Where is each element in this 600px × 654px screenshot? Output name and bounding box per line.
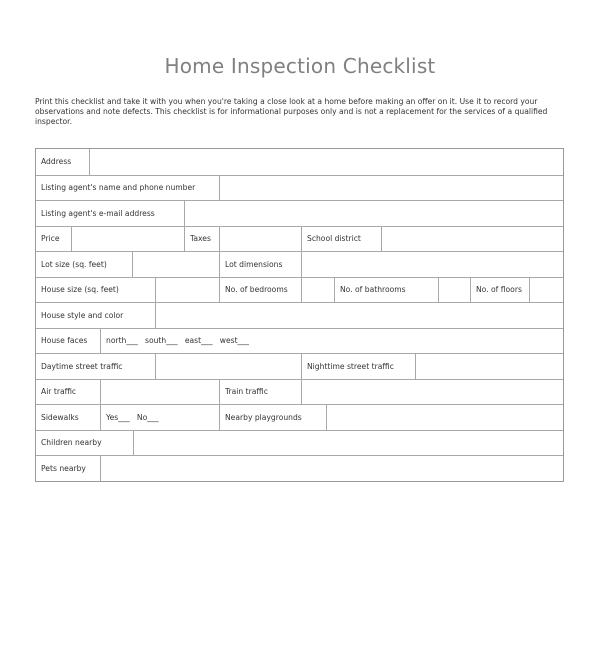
row-house-faces bbox=[36, 328, 563, 354]
row-house-style bbox=[36, 302, 563, 328]
label-train-traffic: Train traffic bbox=[219, 380, 301, 405]
label-bedrooms: No. of bedrooms bbox=[219, 278, 301, 303]
label-price: Price bbox=[41, 234, 60, 244]
row-children bbox=[36, 430, 563, 456]
row-pets bbox=[36, 455, 563, 481]
label-pets: Pets nearby bbox=[41, 463, 86, 473]
label-house-faces: House faces bbox=[41, 336, 88, 346]
label-sidewalks: Sidewalks bbox=[41, 412, 79, 422]
label-bathrooms: No. of bathrooms bbox=[334, 278, 438, 303]
label-nighttime-traffic: Nighttime street traffic bbox=[301, 354, 415, 379]
house-style-field[interactable] bbox=[155, 303, 563, 328]
label-agent-name: Listing agent's name and phone number bbox=[41, 183, 196, 193]
bathrooms-field[interactable] bbox=[438, 278, 470, 303]
agent-name-field[interactable] bbox=[219, 176, 563, 201]
lot-size-field[interactable] bbox=[132, 252, 219, 277]
sidewalks-options[interactable]: Yes___ No___ bbox=[100, 405, 219, 430]
checklist-table bbox=[35, 148, 564, 482]
row-street-traffic bbox=[36, 353, 563, 379]
children-field[interactable] bbox=[133, 431, 563, 456]
label-air-traffic: Air traffic bbox=[41, 387, 77, 397]
label-school-district: School district bbox=[301, 227, 381, 252]
label-house-size: House size (sq. feet) bbox=[41, 285, 119, 295]
bedrooms-field[interactable] bbox=[301, 278, 334, 303]
label-children: Children nearby bbox=[41, 438, 102, 448]
row-lot bbox=[36, 251, 563, 277]
label-lot-size: Lot size (sq. feet) bbox=[41, 259, 107, 269]
label-daytime-traffic: Daytime street traffic bbox=[41, 361, 123, 371]
label-address: Address bbox=[41, 157, 72, 167]
house-size-field[interactable] bbox=[155, 278, 219, 303]
train-traffic-field[interactable] bbox=[301, 380, 563, 405]
row-sidewalks bbox=[36, 404, 563, 430]
air-traffic-field[interactable] bbox=[100, 380, 219, 405]
daytime-traffic-field[interactable] bbox=[155, 354, 301, 379]
row-house-size bbox=[36, 277, 563, 303]
page-title: Home Inspection Checklist bbox=[164, 54, 436, 78]
lot-dimensions-field[interactable] bbox=[301, 252, 563, 277]
school-district-field[interactable] bbox=[381, 227, 563, 252]
playgrounds-field[interactable] bbox=[326, 405, 563, 430]
intro-text: Print this checklist and take it with you when you're taking a close look at a home before making an offer on it. Use it to record your observations and note defects. This checklist is for informational purposes only and is not a replacement for the services of a qualified inspector. bbox=[35, 97, 548, 126]
label-taxes: Taxes bbox=[184, 227, 219, 252]
label-floors: No. of floors bbox=[470, 278, 529, 303]
row-address bbox=[36, 149, 563, 175]
agent-email-field[interactable] bbox=[184, 201, 563, 226]
row-air-train bbox=[36, 379, 563, 405]
row-agent-name bbox=[36, 175, 563, 201]
address-field[interactable] bbox=[89, 149, 563, 175]
row-agent-email bbox=[36, 200, 563, 226]
pets-field[interactable] bbox=[100, 456, 563, 481]
row-price bbox=[36, 226, 563, 252]
house-faces-options[interactable]: north___ south___ east___ west___ bbox=[100, 329, 563, 354]
label-house-style: House style and color bbox=[41, 310, 124, 320]
price-field[interactable] bbox=[71, 227, 184, 252]
taxes-field[interactable] bbox=[219, 227, 301, 252]
label-lot-dimensions: Lot dimensions bbox=[219, 252, 301, 277]
label-agent-email: Listing agent's e-mail address bbox=[41, 208, 155, 218]
floors-field[interactable] bbox=[529, 278, 563, 303]
nighttime-traffic-field[interactable] bbox=[415, 354, 563, 379]
label-playgrounds: Nearby playgrounds bbox=[219, 405, 326, 430]
